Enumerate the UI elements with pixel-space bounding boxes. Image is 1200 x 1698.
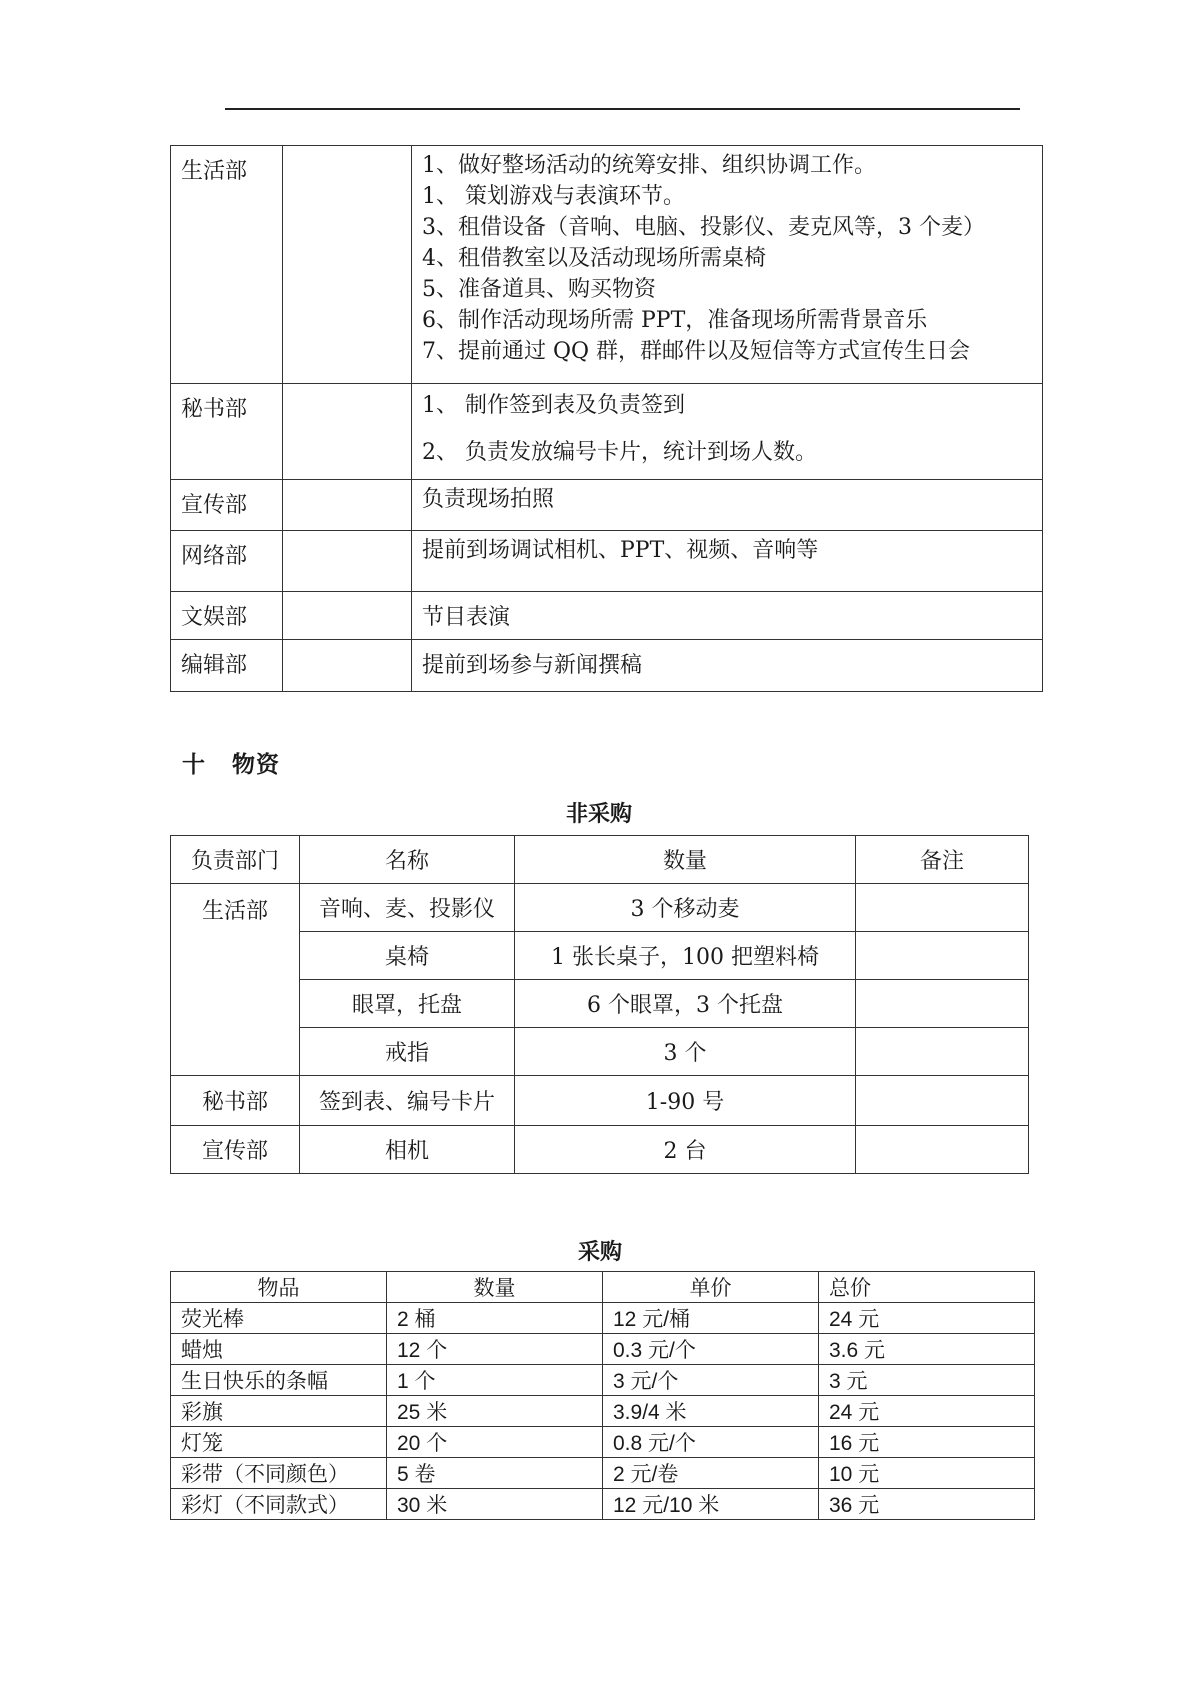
section-title: 物资 — [232, 752, 280, 778]
column-header: 总价 — [819, 1272, 1035, 1303]
column-header: 数量 — [387, 1272, 603, 1303]
table-row — [171, 1303, 1035, 1334]
item-note — [856, 980, 1029, 1028]
table-row — [171, 1126, 1029, 1174]
item-name: 荧光棒 — [171, 1303, 387, 1334]
item-qty: 1 张长桌子，100 把塑料椅 — [515, 932, 856, 980]
dept-name: 网络部 — [171, 531, 283, 592]
unit-price: 0.8 元/个 — [603, 1427, 819, 1458]
item-note — [856, 1028, 1029, 1076]
item-qty: 1-90 号 — [515, 1076, 856, 1126]
purchase-title: 采购 — [578, 1240, 623, 1265]
duty-line: 4、租借教室以及活动现场所需桌椅 — [422, 246, 766, 271]
item-name: 桌椅 — [300, 932, 515, 980]
table-row — [171, 1076, 1029, 1126]
dept-name: 文娱部 — [171, 592, 283, 640]
duty-line: 提前到场调试相机、PPT、视频、音响等 — [422, 538, 819, 563]
table-row — [171, 480, 1043, 531]
item-name: 相机 — [300, 1126, 515, 1174]
table-row — [171, 640, 1043, 692]
table-row — [171, 1427, 1035, 1458]
table-row — [171, 384, 1043, 480]
item-qty: 12 个 — [387, 1334, 603, 1365]
dept-name: 编辑部 — [171, 640, 283, 692]
column-header: 名称 — [300, 836, 515, 884]
duty-line: 节目表演 — [422, 605, 511, 630]
duty-line: 1、做好整场活动的统筹安排、组织协调工作。 — [422, 153, 876, 178]
unit-price: 2 元/卷 — [603, 1458, 819, 1489]
item-qty: 3 个 — [515, 1028, 856, 1076]
total-price: 10 元 — [819, 1458, 1035, 1489]
dept-name: 生活部 — [171, 146, 283, 384]
item-qty: 20 个 — [387, 1427, 603, 1458]
item-name: 灯笼 — [171, 1427, 387, 1458]
dept-name: 秘书部 — [171, 384, 283, 480]
duty-line: 6、制作活动现场所需 PPT，准备现场所需背景音乐 — [422, 308, 928, 333]
column-header: 数量 — [515, 836, 856, 884]
duty-line: 负责现场拍照 — [422, 487, 555, 512]
header-rule — [225, 108, 1020, 110]
total-price: 3.6 元 — [819, 1334, 1035, 1365]
empty-cell — [283, 592, 412, 640]
duties-cell — [412, 146, 1043, 384]
table-row — [171, 932, 1029, 980]
duties-cell — [412, 531, 1043, 592]
item-note — [856, 932, 1029, 980]
duty-line: 1、 制作签到表及负责签到 — [422, 393, 685, 418]
duties-cell — [412, 384, 1043, 480]
empty-cell — [283, 384, 412, 480]
item-name: 戒指 — [300, 1028, 515, 1076]
duty-line: 7、提前通过 QQ 群，群邮件以及短信等方式宣传生日会 — [422, 339, 971, 364]
duty-line: 3、租借设备（音响、电脑、投影仪、麦克风等，3 个麦） — [422, 215, 985, 240]
table-header-row — [171, 836, 1029, 884]
duties-cell — [412, 592, 1043, 640]
item-name: 彩带（不同颜色） — [171, 1458, 387, 1489]
item-qty: 3 个移动麦 — [515, 884, 856, 932]
duties-cell — [412, 640, 1043, 692]
duty-line: 5、准备道具、购买物资 — [422, 277, 656, 302]
empty-cell — [283, 531, 412, 592]
dept-cell: 宣传部 — [171, 1126, 300, 1174]
item-qty: 25 米 — [387, 1396, 603, 1427]
table-row — [171, 1489, 1035, 1520]
column-header: 单价 — [603, 1272, 819, 1303]
non-purchase-table — [170, 835, 1029, 1174]
unit-price: 0.3 元/个 — [603, 1334, 819, 1365]
item-note — [856, 884, 1029, 932]
dept-cell: 生活部 — [171, 884, 300, 1076]
table-row — [171, 1396, 1035, 1427]
item-qty: 2 台 — [515, 1126, 856, 1174]
item-name: 蜡烛 — [171, 1334, 387, 1365]
table-header-row — [171, 1272, 1035, 1303]
item-qty: 5 卷 — [387, 1458, 603, 1489]
column-header: 备注 — [856, 836, 1029, 884]
total-price: 24 元 — [819, 1303, 1035, 1334]
item-qty: 2 桶 — [387, 1303, 603, 1334]
purchase-table — [170, 1271, 1035, 1520]
table-row — [171, 884, 1029, 932]
department-duties-table — [170, 145, 1043, 692]
total-price: 3 元 — [819, 1365, 1035, 1396]
unit-price: 12 元/10 米 — [603, 1489, 819, 1520]
item-note — [856, 1126, 1029, 1174]
item-qty: 1 个 — [387, 1365, 603, 1396]
unit-price: 3.9/4 米 — [603, 1396, 819, 1427]
table-row — [171, 1334, 1035, 1365]
unit-price: 3 元/个 — [603, 1365, 819, 1396]
item-name: 生日快乐的条幅 — [171, 1365, 387, 1396]
total-price: 16 元 — [819, 1427, 1035, 1458]
item-qty: 6 个眼罩，3 个托盘 — [515, 980, 856, 1028]
item-note — [856, 1076, 1029, 1126]
item-name: 眼罩，托盘 — [300, 980, 515, 1028]
dept-cell: 秘书部 — [171, 1076, 300, 1126]
empty-cell — [283, 480, 412, 531]
duties-cell — [412, 480, 1043, 531]
item-name: 彩灯（不同款式） — [171, 1489, 387, 1520]
column-header: 负责部门 — [171, 836, 300, 884]
empty-cell — [283, 146, 412, 384]
item-name: 音响、麦、投影仪 — [300, 884, 515, 932]
item-qty: 30 米 — [387, 1489, 603, 1520]
table-row — [171, 1365, 1035, 1396]
section-number: 十 — [182, 752, 206, 778]
table-row — [171, 592, 1043, 640]
section-heading — [182, 746, 280, 779]
item-name: 签到表、编号卡片 — [300, 1076, 515, 1126]
duty-line: 1、 策划游戏与表演环节。 — [422, 184, 685, 209]
non-purchase-title: 非采购 — [566, 802, 633, 827]
total-price: 36 元 — [819, 1489, 1035, 1520]
table-row — [171, 1028, 1029, 1076]
item-name: 彩旗 — [171, 1396, 387, 1427]
table-row — [171, 1458, 1035, 1489]
empty-cell — [283, 640, 412, 692]
table-row — [171, 980, 1029, 1028]
table-row — [171, 531, 1043, 592]
dept-name: 宣传部 — [171, 480, 283, 531]
unit-price: 12 元/桶 — [603, 1303, 819, 1334]
table-row — [171, 146, 1043, 384]
total-price: 24 元 — [819, 1396, 1035, 1427]
column-header: 物品 — [171, 1272, 387, 1303]
duty-line: 2、 负责发放编号卡片，统计到场人数。 — [422, 440, 817, 465]
duty-line: 提前到场参与新闻撰稿 — [422, 653, 643, 678]
